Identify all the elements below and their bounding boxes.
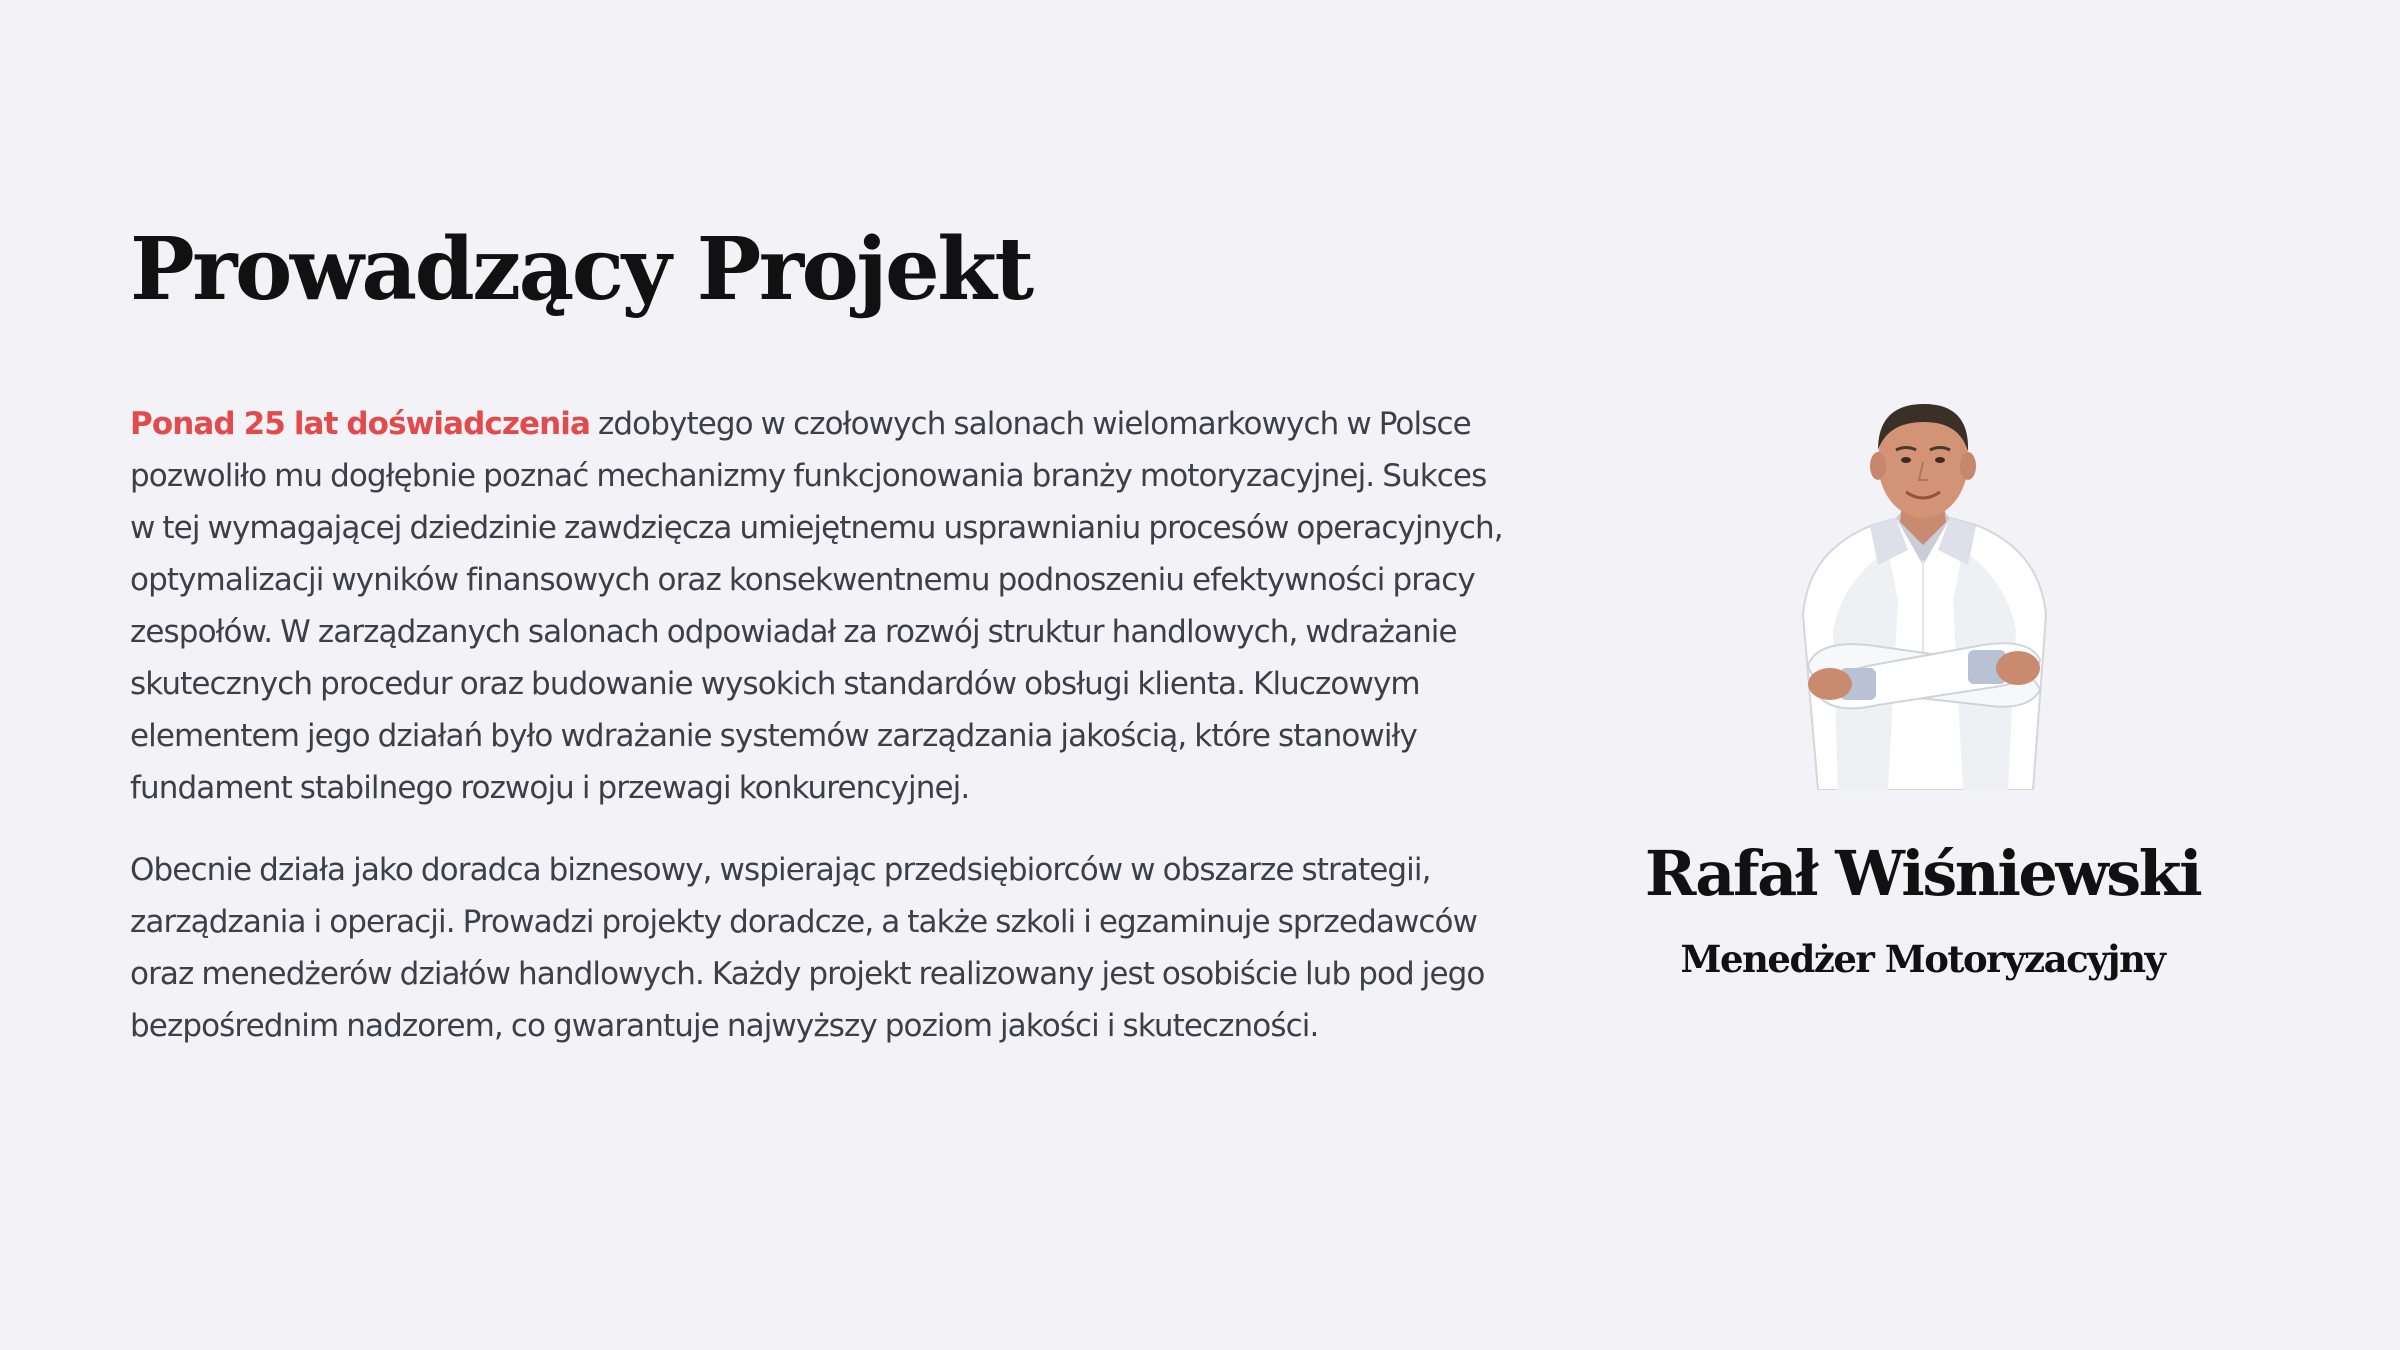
profile-role: Menedżer Motoryzacyjny (1680, 937, 2165, 981)
bio-paragraph-1-text: zdobytego w czołowych salonach wielomarkowych w Polsce pozwoliło mu dogłębnie poznać mechanizmy funkcjonowania branży motoryzacyjnej. Sukces w tej wymagającej dziedzinie zawdzięcza umiejętnemu usprawnianiu procesów operacyjnych, optymalizacji wyników finansowych oraz konsekwentnemu podnoszeniu efektywności pracy zespołów. W zarządzanych salonach odpowiadał za rozwój struktur handlowych, wdrażanie skutecznych procedur oraz budowanie wysokich standardów obsługi klienta. Kluczowym elementem jego działań było wdrażanie systemów zarządzania jakością, które stanowiły fundament stabilnego rozwoju i przewagi konkurencyjnej. (130, 406, 1503, 806)
profile-card (1620, 400, 2225, 984)
bio-text (130, 398, 1505, 1082)
profile-name: Rafał Wiśniewski (1644, 837, 2201, 910)
bio-paragraph-1 (130, 398, 1505, 814)
bio-paragraph-2: Obecnie działa jako doradca biznesowy, wspierając przedsiębiorców w obszarze strategii, zarządzania i operacji. Prowadzi projekty doradcze, a także szkoli i egzaminuje sprzedawców oraz menedżerów działów handlowych. Każdy projekt realizowany jest osobiście lub pod jego bezpośrednim nadzorem, co gwarantuje najwyższy poziom jakości i skuteczności. (130, 852, 1485, 1044)
portrait-photo (1778, 400, 2068, 790)
experience-highlight: Ponad 25 lat doświadczenia (130, 406, 591, 442)
section-title: Prowadzący Projekt (130, 219, 1032, 320)
